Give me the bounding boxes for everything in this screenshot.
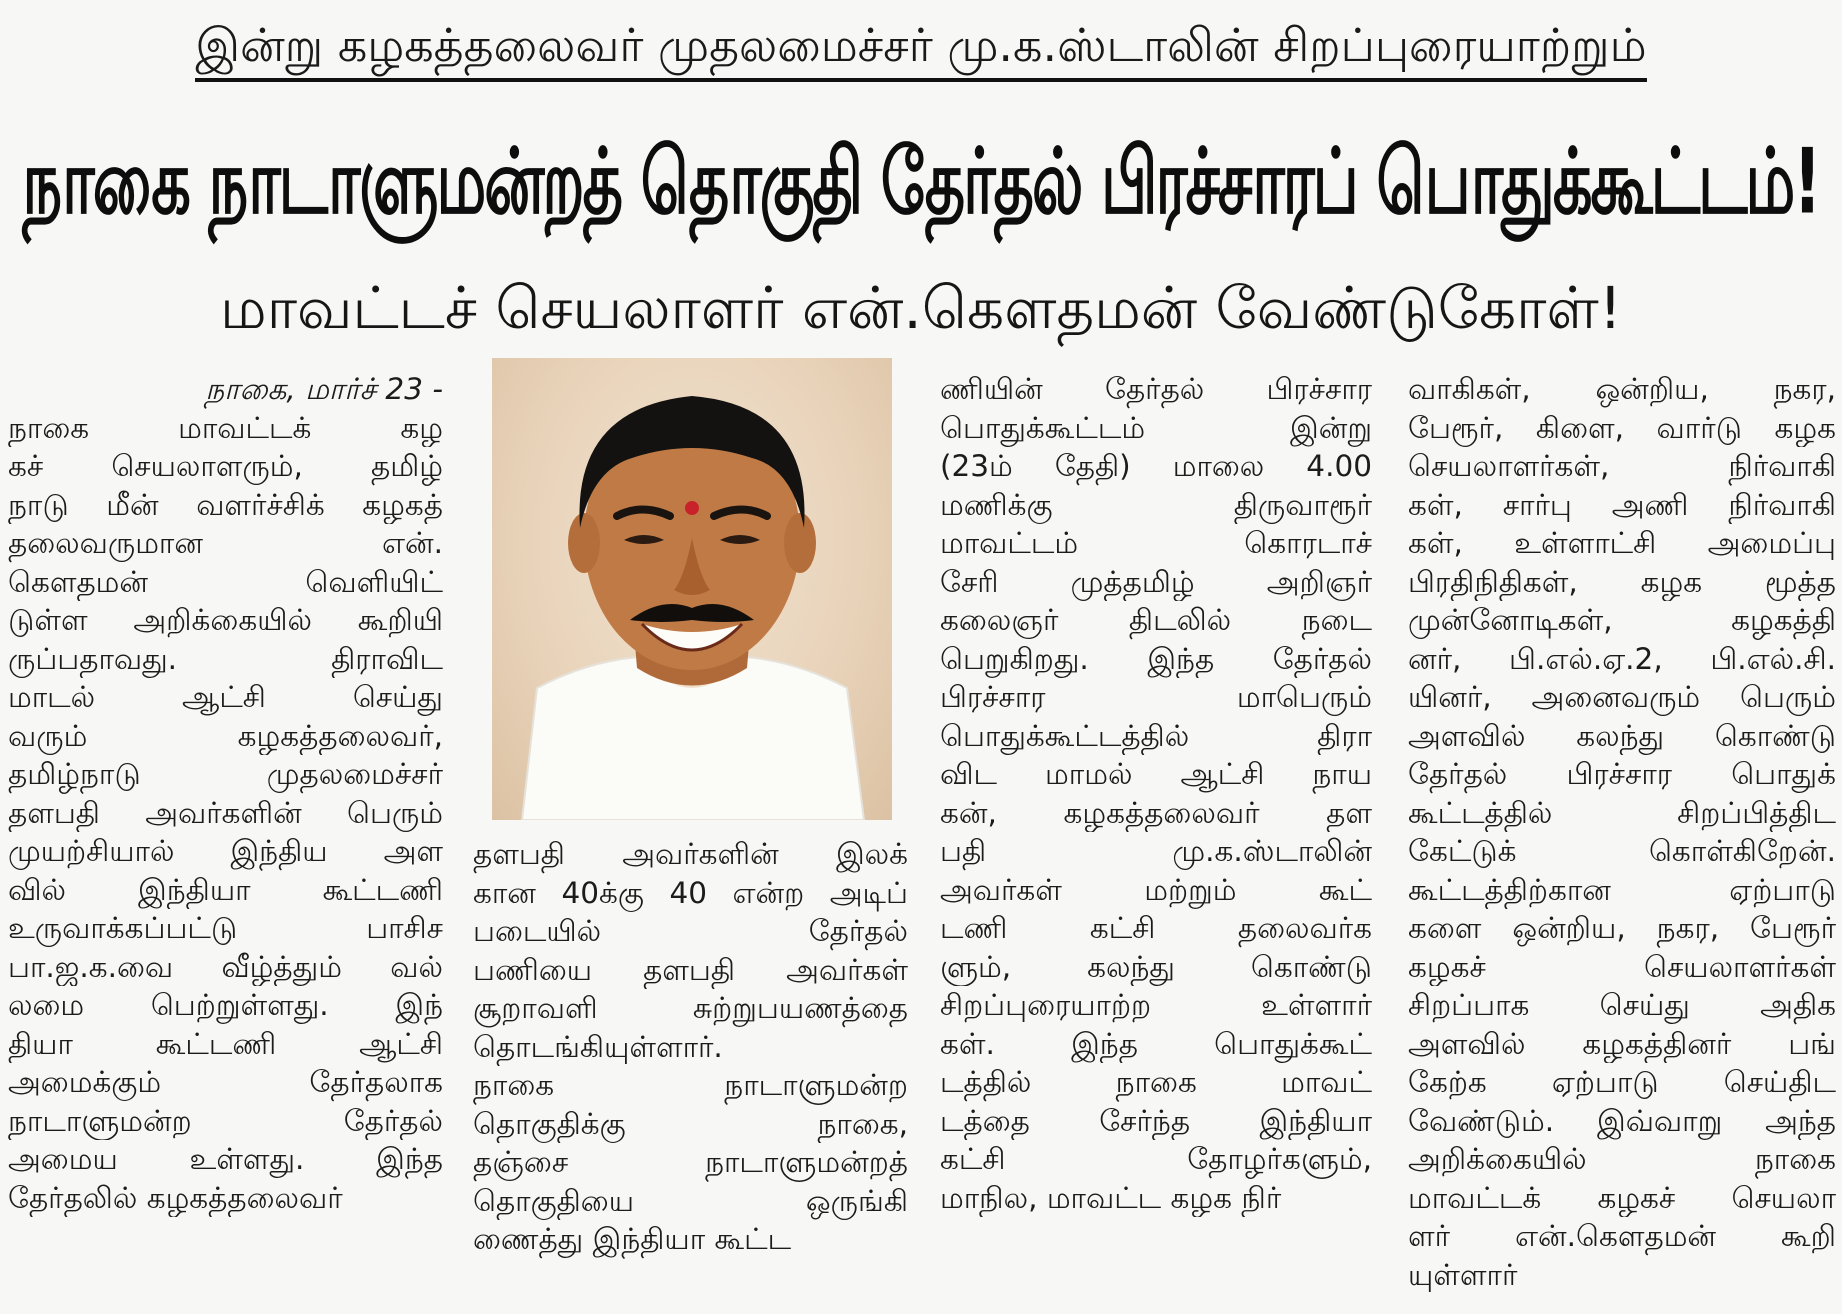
- article-line: லமை பெற்றுள்ளது. இந்: [8, 988, 443, 1022]
- article-line: பா.ஜ.க.வை வீழ்த்தும் வல்: [8, 949, 443, 984]
- article-line: தளபதி அவர்களின் இலக்: [473, 837, 908, 871]
- article-line: தேர்தல் பிரச்சார பொதுக்: [1408, 757, 1836, 791]
- article-line: உருவாக்கப்பட்டு பாசிச: [8, 911, 443, 945]
- article-line: வில் இந்தியா கூட்டணி: [8, 872, 443, 907]
- article-line: மணிக்கு திருவாரூர்: [940, 487, 1372, 522]
- article-line: தொகுதிக்கு நாகை,: [473, 1106, 908, 1141]
- article-line: ணியின் தேர்தல் பிரச்சார: [940, 372, 1372, 406]
- article-line: கன், கழகத்தலைவர் தள: [940, 795, 1372, 830]
- article-line: கள், சார்பு அணி நிர்வாகி: [1408, 487, 1836, 522]
- article-column-3: [940, 370, 1372, 1217]
- article-line: கள். இந்த பொதுக்கூட்: [940, 1026, 1372, 1061]
- article-line: தொடங்கியுள்ளார்.: [473, 1029, 723, 1064]
- article-line: அமைய உள்ளது. இந்த: [8, 1142, 443, 1176]
- article-line: பணியை தளபதி அவர்கள்: [473, 952, 908, 987]
- article-line: மாடல் ஆட்சி செய்து: [8, 680, 443, 714]
- article-line: சூறாவளி சுற்றுபயணத்தை: [473, 991, 908, 1025]
- article-line: நாகை மாவட்டக் கழ: [8, 410, 443, 445]
- article-line: கட்சி தோழர்களும்,: [940, 1142, 1372, 1176]
- article-line: சிறப்பாக செய்து அதிக: [1408, 988, 1836, 1022]
- article-line: வேண்டும். இவ்வாறு அந்த: [1408, 1103, 1836, 1138]
- article-line: அறிக்கையில் நாகை: [1408, 1142, 1836, 1176]
- article-line: கூட்டத்தில் சிறப்பித்திட: [1408, 795, 1836, 830]
- article-line: பொதுக்கூட்டம் இன்று: [940, 410, 1372, 445]
- article-line: டத்தில் நாகை மாவட்: [940, 1065, 1372, 1099]
- article-column-2: [473, 835, 908, 1259]
- article-line: சேரி முத்தமிழ் அறிஞர்: [940, 564, 1372, 599]
- article-line: பிரதிநிதிகள், கழக மூத்த: [1408, 564, 1836, 599]
- article-line: தியா கூட்டணி ஆட்சி: [8, 1026, 443, 1061]
- article-line: (23ம் தேதி) மாலை 4.00: [940, 449, 1372, 483]
- article-line: அளவில் கலந்து கொண்டு: [1408, 718, 1836, 753]
- article-line: பேரூர், கிளை, வார்டு கழக: [1408, 410, 1836, 445]
- article-line: கலைஞர் திடலில் நடை: [940, 603, 1372, 637]
- article-line: தமிழ்நாடு முதலமைச்சர்: [8, 757, 443, 791]
- article-line: யுள்ளார்: [1408, 1257, 1518, 1292]
- article-line: யினர், அனைவரும் பெரும்: [1408, 680, 1836, 714]
- article-column-4: [1408, 370, 1836, 1294]
- article-line: முன்னோடிகள், கழகத்தி: [1408, 603, 1836, 637]
- article-line: னர், பி.எல்.ஏ.2, பி.எல்.சி.: [1408, 641, 1836, 676]
- article-line: கான 40க்கு 40 என்ற அடிப்: [473, 875, 908, 910]
- article-line: நாடாளுமன்ற தேர்தல்: [8, 1103, 443, 1138]
- article-line: மாநில, மாவட்ட கழக நிர்: [940, 1180, 1282, 1215]
- article-line: கச் செயலாளரும், தமிழ்: [8, 449, 443, 483]
- article-line: கேட்டுக் கொள்கிறேன்.: [1408, 834, 1836, 868]
- article-line: படையில் தேர்தல்: [473, 914, 908, 948]
- article-line: வாகிகள், ஒன்றிய, நகர,: [1408, 372, 1836, 406]
- article-line: ளர் என்.கௌதமன் கூறி: [1408, 1219, 1836, 1253]
- article-line: ளும், கலந்து கொண்டு: [940, 949, 1372, 984]
- article-line: மாவட்டம் கொரடாச்: [940, 526, 1372, 560]
- article-line: தலைவருமான என்.: [8, 526, 443, 560]
- article-line: முயற்சியால் இந்திய அள: [8, 834, 443, 868]
- article-line: ருப்பதாவது. திராவிட: [8, 641, 443, 676]
- article-line: நாகை, மார்ச் 23 -: [205, 372, 443, 406]
- article-line: பதி மு.க.ஸ்டாலின்: [940, 834, 1372, 868]
- article-line: கள், உள்ளாட்சி அமைப்பு: [1408, 526, 1836, 560]
- subheadline: மாவட்டச் செயலாளர் என்.கௌதமன் வேண்டுகோள்!: [220, 274, 1622, 342]
- article-line: கௌதமன் வெளியிட்: [8, 564, 443, 599]
- article-line: அவர்கள் மற்றும் கூட்: [940, 872, 1372, 907]
- portrait-illustration: [492, 358, 892, 820]
- article-line: செயலாளர்கள், நிர்வாகி: [1408, 449, 1836, 483]
- portrait-photo: [492, 358, 892, 820]
- article-line: விட மாமல் ஆட்சி நாய: [940, 757, 1372, 791]
- article-line: தஞ்சை நாடாளுமன்றத்: [473, 1145, 908, 1179]
- article-line: வரும் கழகத்தலைவர்,: [8, 718, 443, 753]
- article-line: கேற்க ஏற்பாடு செய்திட: [1408, 1065, 1836, 1099]
- article-line: அமைக்கும் தேர்தலாக: [8, 1065, 443, 1099]
- article-line: பிரச்சார மாபெரும்: [940, 680, 1372, 714]
- article-line: பெறுகிறது. இந்த தேர்தல்: [940, 641, 1372, 676]
- article-line: களை ஒன்றிய, நகர, பேரூர்: [1408, 911, 1836, 945]
- kicker-text: இன்று கழகத்தலைவர் முதலமைச்சர் மு.க.ஸ்டாலின் சிறப்புரையாற்றும்: [195, 12, 1646, 82]
- article-line: தொகுதியை ஒருங்கி: [473, 1183, 908, 1218]
- article-column-1: [8, 370, 443, 1217]
- article-line: பொதுக்கூட்டத்தில் திரா: [940, 718, 1372, 753]
- article-line: தேர்தலில் கழகத்தலைவர்: [8, 1180, 343, 1215]
- article-line: சிறப்புரையாற்ற உள்ளார்: [940, 988, 1372, 1022]
- article-line: மாவட்டக் கழகச் செயலா: [1408, 1180, 1836, 1215]
- article-line: டுள்ள அறிக்கையில் கூறியி: [8, 603, 443, 637]
- article-line: கூட்டத்திற்கான ஏற்பாடு: [1408, 872, 1836, 907]
- headline: நாகை நாடாளுமன்றத் தொகுதி தேர்தல் பிரச்சாரப் பொதுக்கூட்டம்!: [22, 128, 1820, 235]
- article-line: அளவில் கழகத்தினர் பங்: [1408, 1026, 1836, 1061]
- article-line: கழகச் செயலாளர்கள்: [1408, 949, 1836, 984]
- article-line: டத்தை சேர்ந்த இந்தியா: [940, 1103, 1372, 1138]
- article-line: ணைத்து இந்தியா கூட்ட: [473, 1222, 792, 1256]
- article-line: தளபதி அவர்களின் பெரும்: [8, 795, 443, 830]
- article-line: நாடு மீன் வளர்ச்சிக் கழகத்: [8, 487, 443, 522]
- article-line: நாகை நாடாளுமன்ற: [473, 1068, 908, 1102]
- kicker-line: [0, 10, 1842, 82]
- article-line: டணி கட்சி தலைவர்க: [940, 911, 1372, 945]
